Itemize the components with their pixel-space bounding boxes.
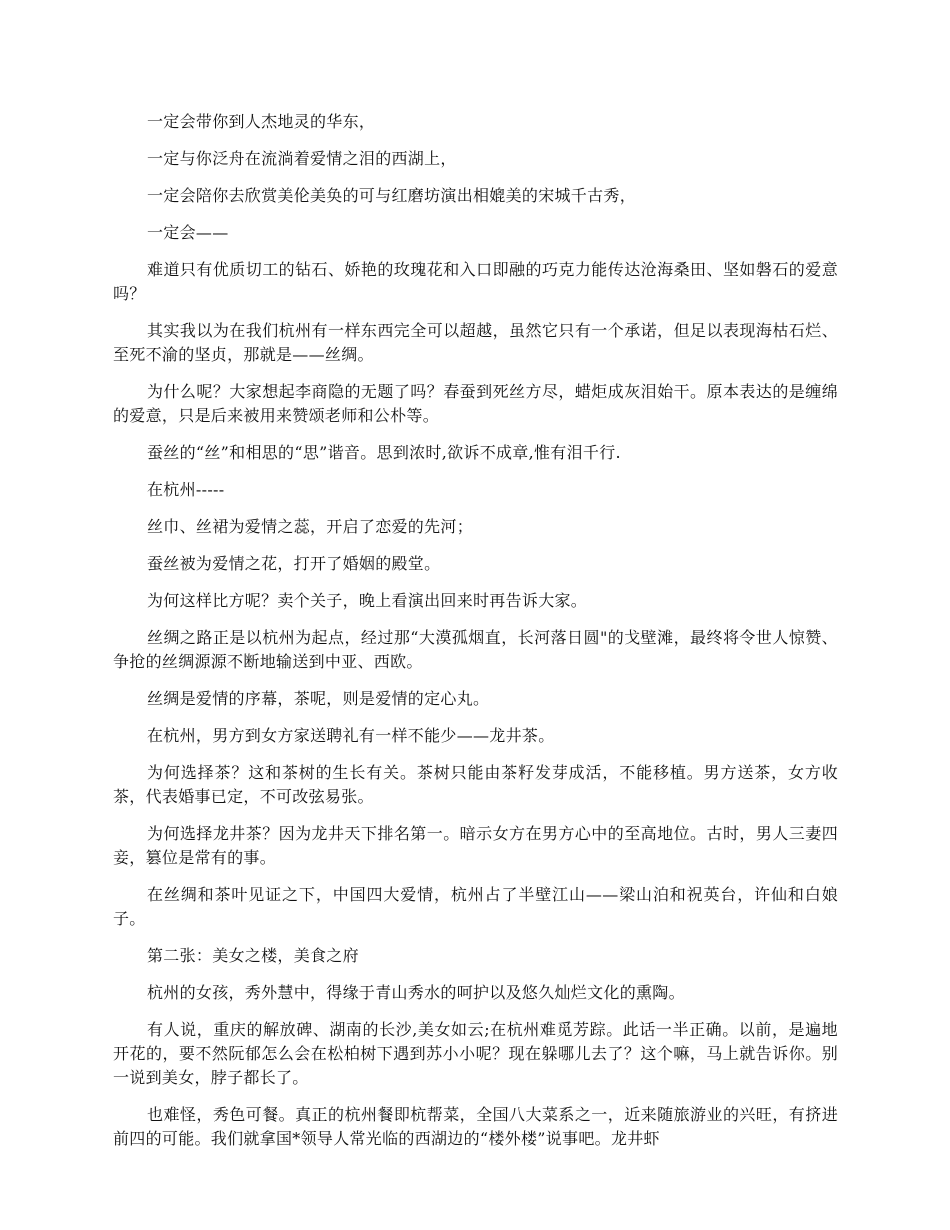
document-body xyxy=(113,110,838,1164)
paragraph: 一定会陪你去欣赏美伦美奂的可与红磨坊演出相媲美的宋城千古秀， xyxy=(147,186,637,205)
paragraph: 为何选择龙井茶？因为龙井天下排名第一。暗示女方在男方心中的至高地位。古时，男人三妻四妾，篡位是常有的事。 xyxy=(113,824,838,867)
paragraph: 为何这样比方呢？卖个关子，晚上看演出回来时再告诉大家。 xyxy=(147,591,588,610)
paragraph: 蚕丝的“丝”和相思的“思”谐音。思到浓时,欲诉不成章,惟有泪千行. xyxy=(147,443,621,462)
paragraph: 在丝绸和茶叶见证之下，中国四大爱情，杭州占了半壁江山——梁山泊和祝英台，许仙和白娘子。 xyxy=(113,885,838,928)
paragraph: 为什么呢？大家想起李商隐的无题了吗？春蚕到死丝方尽，蜡炬成灰泪始干。原本表达的是缠绵的爱意，只是后来被用来赞颂老师和公朴等。 xyxy=(113,382,838,425)
paragraph: 蚕丝被为爱情之花，打开了婚姻的殿堂。 xyxy=(147,554,441,573)
paragraph: 其实我以为在我们杭州有一样东西完全可以超越，虽然它只有一个承诺，但足以表现海枯石烂、至死不渝的坚贞，那就是——丝绸。 xyxy=(113,321,838,364)
paragraph: 难道只有优质切工的钻石、娇艳的玫瑰花和入口即融的巧克力能传达沧海桑田、坚如磐石的爱意吗？ xyxy=(113,260,838,303)
paragraph: 丝绸之路正是以杭州为起点，经过那“大漠孤烟直，长河落日圆"的戈壁滩，最终将令世人惊赞、争抢的丝绸源源不断地输送到中亚、西欧。 xyxy=(113,628,838,671)
paragraph: 有人说，重庆的解放碑、湖南的长沙,美女如云;在杭州难觅芳踪。此话一半正确。以前，是遍地开花的，要不然阮郁怎么会在松柏树下遇到苏小小呢？现在躲哪儿去了？这个嘛，马上就告诉你。别一说到美女，脖子都长了。 xyxy=(113,1020,838,1087)
paragraph: 在杭州----- xyxy=(147,480,225,499)
paragraph: 一定与你泛舟在流淌着爱情之泪的西湖上， xyxy=(147,149,457,168)
paragraph: 也难怪，秀色可餐。真正的杭州餐即杭帮菜，全国八大菜系之一，近来随旅游业的兴旺，有挤进前四的可能。我们就拿国*领导人常光临的西湖边的“楼外楼”说事吧。龙井虾 xyxy=(113,1105,838,1148)
section-heading: 第二张：美女之楼，美食之府 xyxy=(147,946,359,965)
paragraph: 丝绸是爱情的序幕，茶呢，则是爱情的定心丸。 xyxy=(147,689,490,708)
paragraph: 一定会—— xyxy=(147,223,229,242)
paragraph: 一定会带你到人杰地灵的华东， xyxy=(147,112,376,131)
paragraph: 在杭州，男方到女方家送聘礼有一样不能少——龙井茶。 xyxy=(147,726,555,745)
paragraph: 丝巾、丝裙为爱情之蕊，开启了恋爱的先河； xyxy=(147,517,474,536)
paragraph: 杭州的女孩，秀外慧中，得缘于青山秀水的呵护以及悠久灿烂文化的熏陶。 xyxy=(147,983,685,1002)
paragraph: 为何选择茶？这和茶树的生长有关。茶树只能由茶籽发芽成活，不能移植。男方送茶，女方收茶，代表婚事已定，不可改弦易张。 xyxy=(113,763,838,806)
